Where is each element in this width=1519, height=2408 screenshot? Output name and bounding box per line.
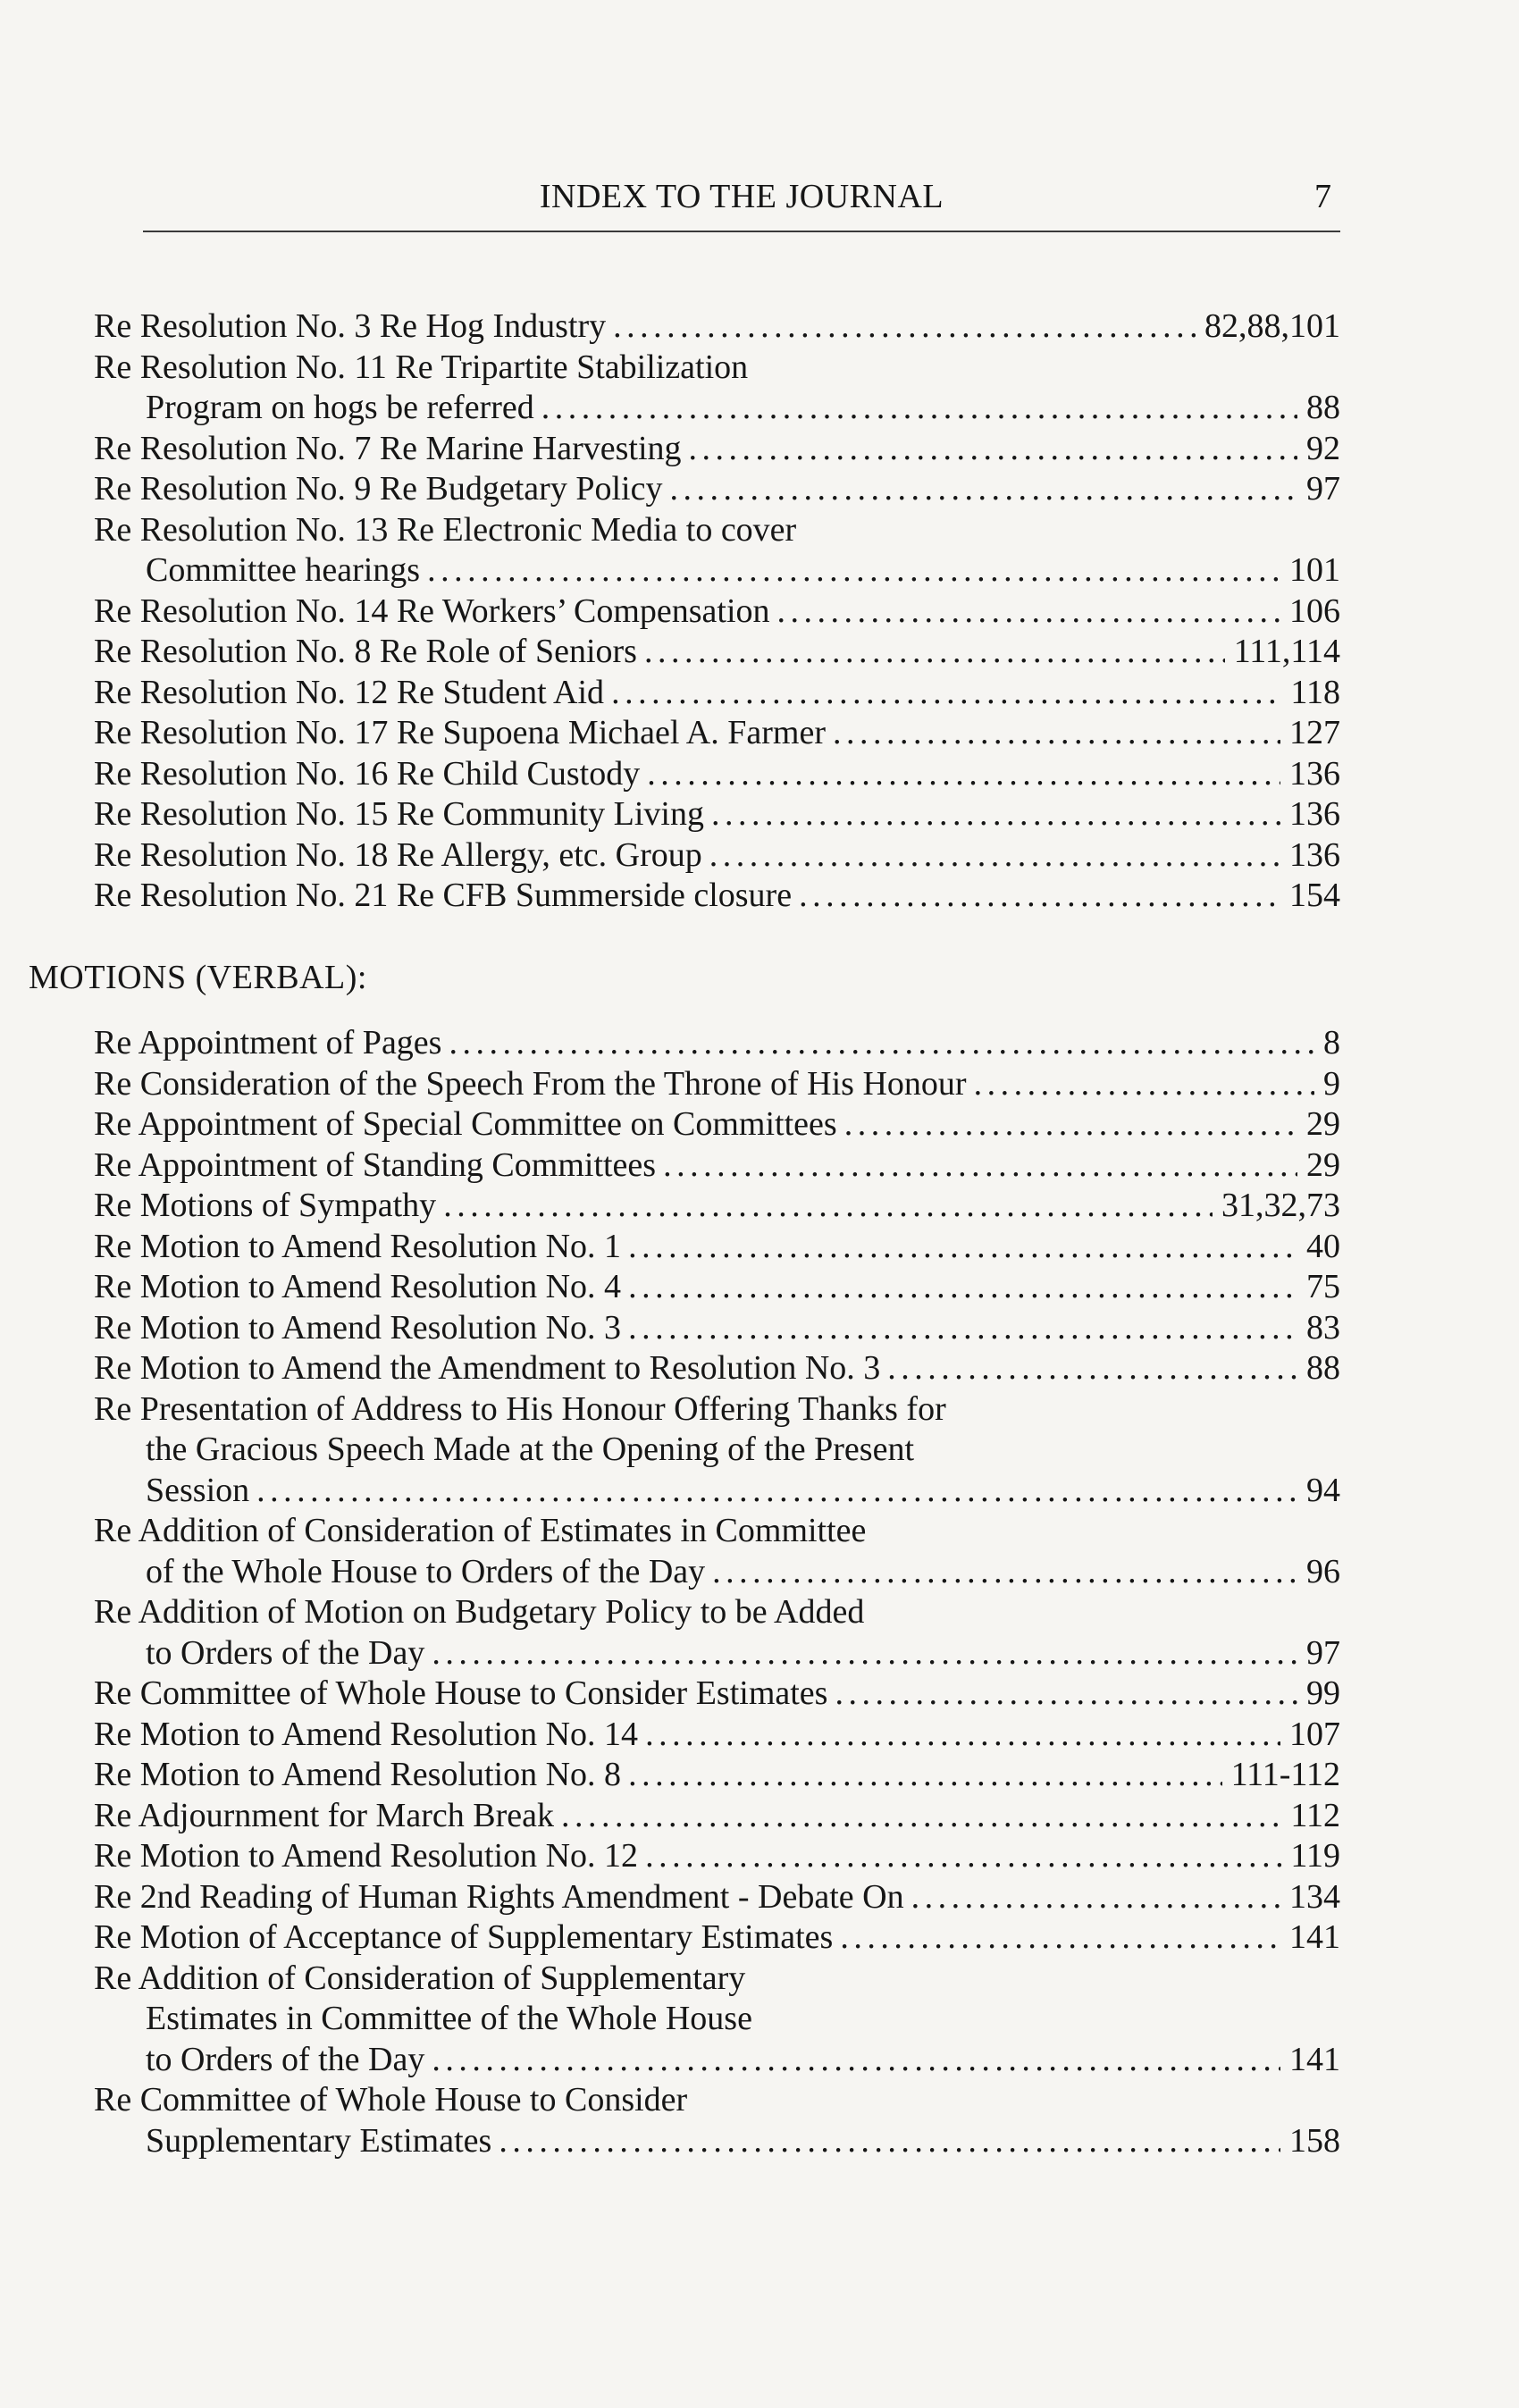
page-number: 7	[1314, 178, 1331, 215]
index-entry	[94, 469, 1340, 510]
index-entry-line	[94, 550, 1340, 592]
entry-text: to Orders of the Day	[146, 1633, 425, 1672]
entry-text: Re Resolution No. 11 Re Tripartite Stabilization	[94, 348, 749, 386]
page-reference: 136	[1289, 754, 1340, 793]
index-entry-line	[94, 1715, 1340, 1756]
index-entry	[94, 306, 1340, 348]
dot-leader	[499, 2121, 1280, 2162]
index-entry	[94, 1023, 1340, 1064]
entry-text: Re Resolution No. 7 Re Marine Harvesting	[94, 429, 682, 467]
dot-leader	[561, 1796, 1281, 1837]
index-entry	[94, 1511, 1340, 1592]
page-reference: 118	[1290, 673, 1340, 711]
index-entry-line	[94, 1430, 1340, 1471]
page-reference: 136	[1289, 795, 1340, 833]
page-reference: 141	[1289, 2040, 1340, 2078]
index-entry	[94, 1389, 1340, 1512]
dot-leader	[833, 713, 1280, 754]
page-reference: 40	[1306, 1227, 1340, 1265]
index-entry-line	[94, 2040, 1340, 2081]
page-reference: 8	[1323, 1024, 1340, 1061]
index-entry	[94, 754, 1340, 795]
index-entry	[94, 592, 1340, 633]
index-entry	[94, 1064, 1340, 1105]
index-entry-line	[94, 1308, 1340, 1349]
index-entry	[94, 835, 1340, 877]
entry-text: Session	[146, 1471, 250, 1509]
index-entry	[94, 673, 1340, 714]
dot-leader	[645, 1715, 1280, 1756]
dot-leader	[844, 1104, 1297, 1145]
index-entry	[94, 1267, 1340, 1308]
motions-list	[94, 1023, 1340, 2161]
entry-text: Re Resolution No. 17 Re Supoena Michael A. Farmer	[94, 714, 826, 751]
entry-text: Re Addition of Motion on Budgetary Policy to be Added	[94, 1593, 865, 1631]
index-entry	[94, 510, 1340, 592]
index-entry	[94, 1104, 1340, 1145]
index-entry-line	[94, 1836, 1340, 1877]
entry-text: Re Committee of Whole House to Consider Estimates	[94, 1674, 828, 1712]
entry-text: the Gracious Speech Made at the Opening of the Present	[146, 1431, 915, 1468]
index-entry	[94, 1674, 1340, 1715]
page-reference: 134	[1289, 1877, 1340, 1916]
entry-text: Re Motion to Amend Resolution No. 1	[94, 1227, 622, 1265]
dot-leader	[628, 1267, 1297, 1308]
index-entry-line	[94, 713, 1340, 754]
page-header	[143, 177, 1340, 232]
page-reference: 158	[1289, 2121, 1340, 2160]
index-entry-line	[94, 592, 1340, 633]
entry-text: Re Motions of Sympathy	[94, 1187, 437, 1224]
entry-text: to Orders of the Day	[146, 2040, 425, 2078]
index-entry-line	[94, 794, 1340, 835]
dot-leader	[799, 876, 1280, 917]
index-entry	[94, 1959, 1340, 2081]
entry-text: Committee hearings	[146, 551, 421, 589]
entry-text: Re Resolution No. 3 Re Hog Industry	[94, 307, 607, 345]
index-entry-line	[94, 1267, 1340, 1308]
entry-text: Re Motion of Acceptance of Supplementary Estimates	[94, 1918, 834, 1956]
entry-text: Program on hogs be referred	[146, 389, 534, 426]
index-entry	[94, 1836, 1340, 1877]
index-entry-line	[94, 306, 1340, 348]
page-reference: 88	[1306, 389, 1340, 426]
resolutions-list	[94, 306, 1340, 917]
entry-text: Re Resolution No. 15 Re Community Living	[94, 795, 704, 833]
page-reference: 141	[1289, 1918, 1340, 1956]
index-entry	[94, 1145, 1340, 1187]
entry-text: Re Addition of Consideration of Supplementary	[94, 1959, 746, 1997]
page-reference: 111,114	[1233, 633, 1340, 670]
index-entry-line	[94, 835, 1340, 877]
dot-leader	[711, 794, 1280, 835]
entry-text: of the Whole House to Orders of the Day	[146, 1552, 706, 1590]
entry-text: Re Motion to Amend Resolution No. 3	[94, 1308, 622, 1347]
dot-leader	[449, 1023, 1314, 1064]
page-reference: 88	[1306, 1349, 1340, 1387]
index-entry-line	[94, 1227, 1340, 1268]
index-entry	[94, 876, 1340, 917]
dot-leader	[712, 1552, 1297, 1593]
index-entry-line	[94, 469, 1340, 510]
index-entry-line	[94, 1755, 1340, 1796]
entry-text: Re Resolution No. 9 Re Budgetary Policy	[94, 470, 663, 508]
index-entry-line	[94, 1023, 1340, 1064]
index-entry-line	[94, 876, 1340, 917]
section-heading-motions-verbal: MOTIONS (VERBAL):	[29, 959, 367, 996]
index-entry-line	[94, 632, 1340, 673]
entry-text: Re Resolution No. 12 Re Student Aid	[94, 673, 605, 711]
dot-leader	[647, 754, 1280, 795]
index-entry	[94, 1877, 1340, 1918]
dot-leader	[709, 835, 1280, 877]
page-reference: 82,88,101	[1204, 307, 1340, 345]
page-reference: 119	[1290, 1837, 1340, 1875]
entry-text: Re Resolution No. 8 Re Role of Seniors	[94, 633, 637, 670]
dot-leader	[689, 429, 1297, 470]
page-reference: 106	[1289, 592, 1340, 630]
entry-text: Estimates in Committee of the Whole House	[146, 2000, 752, 2037]
dot-leader	[256, 1471, 1297, 1512]
running-title: INDEX TO THE JOURNAL	[539, 178, 944, 215]
index-entry-line	[94, 1552, 1340, 1593]
dot-leader	[628, 1755, 1222, 1796]
index-entry	[94, 1227, 1340, 1268]
dot-leader	[443, 1186, 1213, 1227]
page-reference: 97	[1306, 1633, 1340, 1672]
page-reference: 94	[1306, 1471, 1340, 1509]
index-entry-line	[94, 1145, 1340, 1187]
index-entry-line	[94, 1104, 1340, 1145]
page-reference: 31,32,73	[1221, 1187, 1340, 1224]
dot-leader	[432, 2040, 1280, 2081]
dot-leader	[887, 1348, 1297, 1389]
index-entry-line	[94, 1999, 1340, 2040]
entry-text: Re Resolution No. 14 Re Workers’ Compensation	[94, 592, 770, 630]
index-entry-line	[94, 1064, 1340, 1105]
page-reference: 96	[1306, 1552, 1340, 1590]
entry-text: Re Resolution No. 13 Re Electronic Media to cover	[94, 510, 797, 549]
dot-leader	[432, 1633, 1297, 1674]
index-entry-line	[94, 1511, 1340, 1552]
index-entry	[94, 1715, 1340, 1756]
entry-text: Re Motion to Amend Resolution No. 4	[94, 1268, 622, 1305]
dot-leader	[669, 469, 1297, 510]
index-entry-line	[94, 1389, 1340, 1431]
entry-text: Re Addition of Consideration of Estimates in Committee	[94, 1512, 867, 1549]
entry-text: Re Resolution No. 16 Re Child Custody	[94, 754, 641, 793]
dot-leader	[663, 1145, 1297, 1187]
page-reference: 101	[1289, 551, 1340, 589]
index-entry-line	[94, 429, 1340, 470]
page-reference: 107	[1289, 1715, 1340, 1753]
index-entry	[94, 1348, 1340, 1389]
dot-leader	[613, 306, 1196, 348]
dot-leader	[611, 673, 1281, 714]
index-entry-line	[94, 754, 1340, 795]
index-entry-line	[94, 2121, 1340, 2162]
index-entry	[94, 429, 1340, 470]
index-entry	[94, 632, 1340, 673]
index-entry-line	[94, 1186, 1340, 1227]
index-entry-line	[94, 1917, 1340, 1959]
page-reference: 83	[1306, 1308, 1340, 1347]
entry-text: Supplementary Estimates	[146, 2121, 492, 2160]
index-entry-line	[94, 673, 1340, 714]
entry-text: Re Motion to Amend Resolution No. 8	[94, 1756, 622, 1793]
page-reference: 29	[1306, 1145, 1340, 1184]
entry-text: Re Committee of Whole House to Consider	[94, 2081, 688, 2119]
page-reference: 9	[1323, 1064, 1340, 1103]
index-entry	[94, 1755, 1340, 1796]
index-entry	[94, 794, 1340, 835]
entry-text: Re Motion to Amend the Amendment to Resolution No. 3	[94, 1349, 881, 1387]
index-entry-line	[94, 1592, 1340, 1633]
dot-leader	[840, 1917, 1280, 1959]
page-reference: 112	[1290, 1796, 1340, 1834]
page-reference: 99	[1306, 1674, 1340, 1712]
dot-leader	[835, 1674, 1297, 1715]
page-reference: 154	[1289, 877, 1340, 914]
dot-leader	[644, 632, 1225, 673]
index-entry-line	[94, 1348, 1340, 1389]
entry-text: Re Resolution No. 18 Re Allergy, etc. Group	[94, 835, 702, 874]
index-entry-line	[94, 1674, 1340, 1715]
index-entry-line	[94, 348, 1340, 389]
entry-text: Re Motion to Amend Resolution No. 12	[94, 1837, 639, 1875]
index-entry-line	[94, 1471, 1340, 1512]
index-entry	[94, 348, 1340, 429]
dot-leader	[777, 592, 1280, 633]
page-reference: 127	[1289, 714, 1340, 751]
dot-leader	[974, 1064, 1314, 1105]
page-reference: 29	[1306, 1105, 1340, 1143]
page-reference: 75	[1306, 1268, 1340, 1305]
index-entry	[94, 1308, 1340, 1349]
dot-leader	[628, 1227, 1297, 1268]
index-entry	[94, 1592, 1340, 1674]
dot-leader	[645, 1836, 1281, 1877]
page-reference: 111-112	[1230, 1756, 1340, 1793]
page-reference: 92	[1306, 429, 1340, 467]
index-entry	[94, 1917, 1340, 1959]
index-entry-line	[94, 510, 1340, 551]
index-entry	[94, 2080, 1340, 2161]
entry-text: Re Consideration of the Speech From the Throne of His Honour	[94, 1064, 967, 1103]
index-entry-line	[94, 388, 1340, 429]
index-entry	[94, 1186, 1340, 1227]
entry-text: Re Resolution No. 21 Re CFB Summerside closure	[94, 877, 793, 914]
index-entry	[94, 1796, 1340, 1837]
index-entry	[94, 713, 1340, 754]
page-reference: 136	[1289, 835, 1340, 874]
page-reference: 97	[1306, 470, 1340, 508]
dot-leader	[427, 550, 1280, 592]
dot-leader	[911, 1877, 1280, 1918]
entry-text: Re 2nd Reading of Human Rights Amendment - Debate On	[94, 1877, 904, 1916]
entry-text: Re Adjournment for March Break	[94, 1796, 554, 1834]
index-entry-line	[94, 1959, 1340, 2000]
entry-text: Re Presentation of Address to His Honour Offering Thanks for	[94, 1389, 946, 1428]
dot-leader	[628, 1308, 1297, 1349]
index-entry-line	[94, 2080, 1340, 2121]
index-entry-line	[94, 1633, 1340, 1674]
entry-text: Re Appointment of Special Committee on Committees	[94, 1105, 837, 1143]
index-entry-line	[94, 1877, 1340, 1918]
entry-text: Re Appointment of Pages	[94, 1024, 442, 1061]
index-entry-line	[94, 1796, 1340, 1837]
entry-text: Re Motion to Amend Resolution No. 14	[94, 1715, 639, 1753]
dot-leader	[541, 388, 1297, 429]
entry-text: Re Appointment of Standing Committees	[94, 1145, 657, 1184]
